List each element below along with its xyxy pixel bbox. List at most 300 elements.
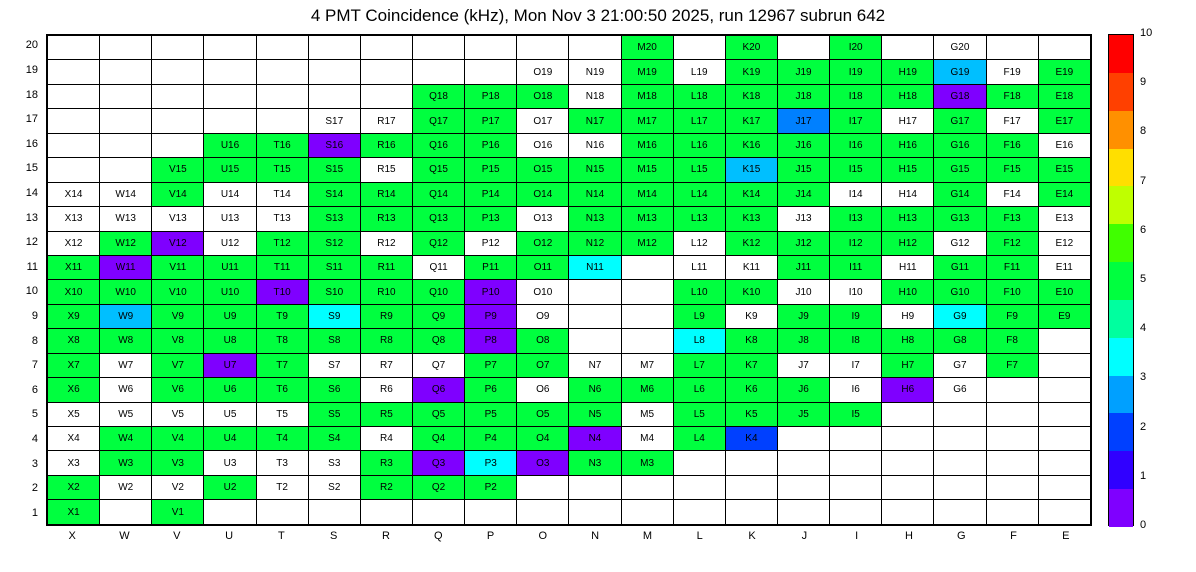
heatmap-cell: R17 — [360, 109, 412, 133]
heatmap-cell: M19 — [621, 60, 673, 84]
heatmap-cell — [308, 60, 360, 84]
heatmap-cell: O12 — [517, 231, 569, 255]
heatmap-cell: P16 — [465, 133, 517, 157]
heatmap-cell: J14 — [777, 182, 829, 206]
heatmap-cell: S13 — [308, 207, 360, 231]
heatmap-cell: U13 — [204, 207, 256, 231]
heatmap-cell: H16 — [882, 133, 934, 157]
heatmap-cell — [986, 451, 1038, 475]
heatmap-cell — [465, 60, 517, 84]
heatmap-cell — [100, 84, 152, 108]
heatmap-cell: U15 — [204, 158, 256, 182]
heatmap-cell — [360, 36, 412, 60]
heatmap-cell — [934, 451, 986, 475]
heatmap-cell: R9 — [360, 304, 412, 328]
heatmap-cell: W4 — [100, 427, 152, 451]
heatmap-cell: O4 — [517, 427, 569, 451]
heatmap-cell: L4 — [673, 427, 725, 451]
heatmap-cell: O19 — [517, 60, 569, 84]
heatmap-cell — [100, 500, 152, 525]
heatmap-cell: I14 — [830, 182, 882, 206]
heatmap-cell: G19 — [934, 60, 986, 84]
heatmap-cell: M6 — [621, 378, 673, 402]
heatmap-cell: U9 — [204, 304, 256, 328]
heatmap-cell: R2 — [360, 475, 412, 499]
heatmap-cell — [1038, 402, 1090, 426]
heatmap-cell — [569, 304, 621, 328]
heatmap-cell: G13 — [934, 207, 986, 231]
heatmap-cell — [882, 36, 934, 60]
heatmap-cell: P3 — [465, 451, 517, 475]
heatmap-cell: W14 — [100, 182, 152, 206]
colorbar-tick-label: 8 — [1140, 125, 1147, 138]
heatmap-cell: W5 — [100, 402, 152, 426]
heatmap-cell: U10 — [204, 280, 256, 304]
heatmap-cell — [48, 60, 100, 84]
heatmap-cell: L15 — [673, 158, 725, 182]
x-tick-label: Q — [433, 530, 443, 542]
heatmap-cell: P13 — [465, 207, 517, 231]
colorbar-segment — [1109, 35, 1133, 73]
heatmap-cell: F15 — [986, 158, 1038, 182]
heatmap-cell: Q3 — [412, 451, 464, 475]
heatmap-cell — [673, 475, 725, 499]
heatmap-cell: J10 — [777, 280, 829, 304]
heatmap-cell — [204, 36, 256, 60]
heatmap-cell: S7 — [308, 353, 360, 377]
x-tick-label: N — [591, 530, 600, 542]
heatmap-cell: U7 — [204, 353, 256, 377]
heatmap-cell: V11 — [152, 255, 204, 279]
heatmap-cell: G7 — [934, 353, 986, 377]
heatmap-cell: P10 — [465, 280, 517, 304]
heatmap-cell: K18 — [725, 84, 777, 108]
heatmap-cell — [830, 475, 882, 499]
y-tick-label: 16 — [25, 137, 38, 150]
heatmap-cell: F17 — [986, 109, 1038, 133]
heatmap-cell: X10 — [48, 280, 100, 304]
heatmap-cell: Q15 — [412, 158, 464, 182]
heatmap-cell: Q12 — [412, 231, 464, 255]
colorbar-segment — [1109, 149, 1133, 187]
heatmap-cell — [152, 36, 204, 60]
heatmap-cell: X5 — [48, 402, 100, 426]
colorbar-tick-label: 6 — [1140, 223, 1147, 236]
x-tick-label: R — [381, 530, 390, 542]
heatmap-cell: V15 — [152, 158, 204, 182]
heatmap-cell: W8 — [100, 329, 152, 353]
heatmap-cell: I16 — [830, 133, 882, 157]
heatmap-cell: T16 — [256, 133, 308, 157]
heatmap-cell: L5 — [673, 402, 725, 426]
heatmap-cell: K9 — [725, 304, 777, 328]
heatmap-cell: W2 — [100, 475, 152, 499]
heatmap-cell: K11 — [725, 255, 777, 279]
heatmap-cell: M5 — [621, 402, 673, 426]
heatmap-cell — [100, 36, 152, 60]
heatmap-cell: P2 — [465, 475, 517, 499]
heatmap-cell — [934, 475, 986, 499]
heatmap-cell: V14 — [152, 182, 204, 206]
heatmap-cell — [100, 109, 152, 133]
colorbar-segment — [1109, 73, 1133, 111]
heatmap-cell: P12 — [465, 231, 517, 255]
heatmap-cell: R4 — [360, 427, 412, 451]
colorbar-tick-label: 5 — [1140, 273, 1147, 285]
heatmap-cell: U6 — [204, 378, 256, 402]
heatmap-cell: P14 — [465, 182, 517, 206]
heatmap-cell: M4 — [621, 427, 673, 451]
heatmap-cell — [934, 500, 986, 525]
heatmap-cell: O18 — [517, 84, 569, 108]
heatmap-cell: N13 — [569, 207, 621, 231]
heatmap-cell: F14 — [986, 182, 1038, 206]
heatmap-cell: R15 — [360, 158, 412, 182]
heatmap-cell: J16 — [777, 133, 829, 157]
heatmap-cell: G8 — [934, 329, 986, 353]
heatmap-cell — [100, 60, 152, 84]
heatmap-cell — [412, 500, 464, 525]
heatmap-cell — [777, 427, 829, 451]
heatmap-cell: O13 — [517, 207, 569, 231]
heatmap-cell: V3 — [152, 451, 204, 475]
heatmap-cell: X13 — [48, 207, 100, 231]
heatmap-cell: M14 — [621, 182, 673, 206]
heatmap-cell — [517, 500, 569, 525]
heatmap-cell — [308, 500, 360, 525]
heatmap-cell: F18 — [986, 84, 1038, 108]
heatmap-cell: J18 — [777, 84, 829, 108]
heatmap-cell: R14 — [360, 182, 412, 206]
heatmap-cell: S2 — [308, 475, 360, 499]
heatmap-cell: E10 — [1038, 280, 1090, 304]
y-tick-label: 11 — [26, 260, 38, 273]
heatmap-cell: U16 — [204, 133, 256, 157]
heatmap-cell — [882, 451, 934, 475]
x-tick-label: L — [696, 530, 703, 542]
heatmap-cell — [673, 500, 725, 525]
heatmap-cell: V13 — [152, 207, 204, 231]
heatmap-cell: G9 — [934, 304, 986, 328]
y-tick-label: 4 — [31, 432, 38, 445]
heatmap-cell — [830, 500, 882, 525]
heatmap-cell: L19 — [673, 60, 725, 84]
heatmap-row — [48, 182, 1091, 206]
heatmap-cell: S9 — [308, 304, 360, 328]
heatmap-row — [48, 304, 1091, 328]
heatmap-cell: W6 — [100, 378, 152, 402]
heatmap-cell: R11 — [360, 255, 412, 279]
heatmap-cell — [1038, 451, 1090, 475]
heatmap-cell: H6 — [882, 378, 934, 402]
heatmap-cell: M17 — [621, 109, 673, 133]
heatmap-cell: M16 — [621, 133, 673, 157]
heatmap-cell: U5 — [204, 402, 256, 426]
heatmap-cell: L10 — [673, 280, 725, 304]
colorbar-tick-label: 3 — [1140, 371, 1147, 384]
heatmap-cell — [934, 427, 986, 451]
heatmap-cell: O5 — [517, 402, 569, 426]
colorbar-segment — [1109, 224, 1133, 262]
heatmap-cell: M7 — [621, 353, 673, 377]
colorbar-segment — [1109, 338, 1133, 376]
heatmap-cell: I18 — [830, 84, 882, 108]
x-tick-label: H — [904, 530, 913, 542]
x-tick-label: G — [956, 530, 966, 542]
heatmap-cell: I6 — [830, 378, 882, 402]
x-tick-label: K — [748, 530, 756, 542]
heatmap-row — [48, 475, 1091, 499]
heatmap-cell — [1038, 353, 1090, 377]
heatmap-cell: O9 — [517, 304, 569, 328]
heatmap-cell — [621, 304, 673, 328]
heatmap-cell: W9 — [100, 304, 152, 328]
heatmap-cell — [1038, 378, 1090, 402]
heatmap-cell: Q9 — [412, 304, 464, 328]
heatmap-row — [48, 329, 1091, 353]
heatmap-cell: F16 — [986, 133, 1038, 157]
heatmap-cell: E13 — [1038, 207, 1090, 231]
heatmap-cell: T10 — [256, 280, 308, 304]
heatmap-cell — [152, 109, 204, 133]
heatmap-cell: K17 — [725, 109, 777, 133]
heatmap-cell — [360, 60, 412, 84]
heatmap-cell: Q14 — [412, 182, 464, 206]
heatmap-cell — [204, 109, 256, 133]
colorbar-segment — [1109, 300, 1133, 338]
heatmap-cell: I13 — [830, 207, 882, 231]
heatmap-cell — [204, 60, 256, 84]
colorbar-segment — [1109, 262, 1133, 300]
heatmap-cell — [621, 280, 673, 304]
heatmap-cell: V12 — [152, 231, 204, 255]
heatmap-cell: L11 — [673, 255, 725, 279]
heatmap-cell — [152, 133, 204, 157]
heatmap-cell: O6 — [517, 378, 569, 402]
heatmap-cell: T15 — [256, 158, 308, 182]
heatmap-cell: K12 — [725, 231, 777, 255]
heatmap-cell — [48, 158, 100, 182]
heatmap-cell — [308, 36, 360, 60]
heatmap-cell — [882, 475, 934, 499]
x-tick-label: V — [173, 530, 181, 542]
x-tick-label: F — [1010, 530, 1017, 542]
heatmap-cell: N12 — [569, 231, 621, 255]
heatmap-cell: V7 — [152, 353, 204, 377]
heatmap-cell: X2 — [48, 475, 100, 499]
y-tick-label: 3 — [31, 457, 38, 470]
heatmap-cell: Q6 — [412, 378, 464, 402]
y-tick-label: 15 — [25, 162, 38, 175]
heatmap-cell: S8 — [308, 329, 360, 353]
heatmap-cell: T4 — [256, 427, 308, 451]
x-tick-label: I — [855, 530, 859, 542]
heatmap-cell — [569, 500, 621, 525]
heatmap-cell: G16 — [934, 133, 986, 157]
heatmap-cell: G20 — [934, 36, 986, 60]
heatmap-cell: T8 — [256, 329, 308, 353]
heatmap-row — [48, 500, 1091, 525]
y-tick-label: 10 — [25, 285, 38, 298]
heatmap-cell — [465, 36, 517, 60]
heatmap-cell: U14 — [204, 182, 256, 206]
heatmap-cell: K7 — [725, 353, 777, 377]
heatmap-cell: R5 — [360, 402, 412, 426]
heatmap-cell — [569, 280, 621, 304]
heatmap-cell: W3 — [100, 451, 152, 475]
heatmap-row — [48, 133, 1091, 157]
heatmap-cell: S12 — [308, 231, 360, 255]
heatmap-cell: X14 — [48, 182, 100, 206]
heatmap-cell: G6 — [934, 378, 986, 402]
heatmap-cell: S4 — [308, 427, 360, 451]
heatmap-cell — [256, 60, 308, 84]
heatmap-cell: N7 — [569, 353, 621, 377]
colorbar-tick-label: 2 — [1140, 420, 1147, 433]
heatmap-cell: J6 — [777, 378, 829, 402]
heatmap-cell — [777, 451, 829, 475]
colorbar-segment — [1109, 376, 1133, 414]
heatmap-cell: P8 — [465, 329, 517, 353]
heatmap-cell: O17 — [517, 109, 569, 133]
heatmap-cell: K13 — [725, 207, 777, 231]
y-tick-label: 13 — [25, 211, 38, 224]
heatmap-cell: K8 — [725, 329, 777, 353]
heatmap-cell: K14 — [725, 182, 777, 206]
heatmap-cell: J11 — [777, 255, 829, 279]
y-tick-label: 14 — [25, 186, 38, 199]
heatmap-cell: R3 — [360, 451, 412, 475]
heatmap-cell: N19 — [569, 60, 621, 84]
heatmap-cell — [256, 84, 308, 108]
y-tick-label: 6 — [31, 383, 38, 396]
y-tick-label: 9 — [31, 309, 38, 322]
chart-title: 4 PMT Coincidence (kHz), Mon Nov 3 21:00:50 2025, run 12967 subrun 642 — [310, 6, 886, 25]
x-tick-label: X — [68, 530, 76, 542]
heatmap-cell: P5 — [465, 402, 517, 426]
heatmap-cell: P4 — [465, 427, 517, 451]
heatmap-cell — [152, 60, 204, 84]
heatmap-cell: N15 — [569, 158, 621, 182]
heatmap-cell: K16 — [725, 133, 777, 157]
heatmap-cell: T14 — [256, 182, 308, 206]
heatmap-plot-area — [46, 34, 1092, 526]
heatmap-cell — [569, 475, 621, 499]
heatmap-cell: P9 — [465, 304, 517, 328]
heatmap-cell — [673, 36, 725, 60]
heatmap-cell — [882, 427, 934, 451]
heatmap-cell: P18 — [465, 84, 517, 108]
heatmap-cell: H7 — [882, 353, 934, 377]
heatmap-cell: P6 — [465, 378, 517, 402]
y-tick-label: 18 — [25, 88, 38, 101]
heatmap-cell: V2 — [152, 475, 204, 499]
heatmap-cell: W10 — [100, 280, 152, 304]
x-tick-label: P — [486, 530, 495, 542]
heatmap-cell: F9 — [986, 304, 1038, 328]
heatmap-cell: W7 — [100, 353, 152, 377]
heatmap-cell: J5 — [777, 402, 829, 426]
heatmap-cell: I9 — [830, 304, 882, 328]
heatmap-cell: O14 — [517, 182, 569, 206]
heatmap-cell: R16 — [360, 133, 412, 157]
heatmap-cell: N14 — [569, 182, 621, 206]
heatmap-cell: M13 — [621, 207, 673, 231]
heatmap-cell: O8 — [517, 329, 569, 353]
heatmap-cell: P17 — [465, 109, 517, 133]
heatmap-cell: L16 — [673, 133, 725, 157]
heatmap-cell: K5 — [725, 402, 777, 426]
heatmap-row — [48, 207, 1091, 231]
heatmap-cell: S11 — [308, 255, 360, 279]
y-tick-label: 1 — [31, 506, 38, 519]
heatmap-cell: U11 — [204, 255, 256, 279]
heatmap-cell — [986, 378, 1038, 402]
heatmap-row — [48, 353, 1091, 377]
heatmap-cell — [48, 109, 100, 133]
heatmap-cell: V9 — [152, 304, 204, 328]
y-tick-label: 2 — [31, 482, 38, 495]
heatmap-row — [48, 451, 1091, 475]
heatmap-cell: V4 — [152, 427, 204, 451]
heatmap-cell — [48, 84, 100, 108]
heatmap-cell — [517, 475, 569, 499]
heatmap-cell — [360, 84, 412, 108]
heatmap-cell: J7 — [777, 353, 829, 377]
heatmap-cell: M20 — [621, 36, 673, 60]
heatmap-cell: K20 — [725, 36, 777, 60]
heatmap-row — [48, 60, 1091, 84]
colorbar-tick-label: 7 — [1140, 174, 1147, 187]
heatmap-cell — [777, 500, 829, 525]
heatmap-cell: H17 — [882, 109, 934, 133]
heatmap-cell: Q11 — [412, 255, 464, 279]
x-tick-label: U — [225, 530, 234, 542]
heatmap-cell: T7 — [256, 353, 308, 377]
heatmap-cell — [48, 133, 100, 157]
heatmap-cell: F11 — [986, 255, 1038, 279]
heatmap-cell: H11 — [882, 255, 934, 279]
x-tick-label: S — [329, 530, 338, 542]
heatmap-cell: F19 — [986, 60, 1038, 84]
heatmap-cell: X9 — [48, 304, 100, 328]
heatmap-cell: Q10 — [412, 280, 464, 304]
heatmap-cell — [1038, 475, 1090, 499]
y-tick-label: 7 — [31, 359, 38, 372]
heatmap-cell: H12 — [882, 231, 934, 255]
colorbar — [1108, 34, 1134, 526]
heatmap-cell — [412, 36, 464, 60]
colorbar-segment — [1109, 489, 1133, 527]
heatmap-cell: S5 — [308, 402, 360, 426]
heatmap-cell — [986, 36, 1038, 60]
heatmap-cell: R7 — [360, 353, 412, 377]
heatmap-cell: Q4 — [412, 427, 464, 451]
heatmap-row — [48, 402, 1091, 426]
heatmap-cell: U2 — [204, 475, 256, 499]
heatmap-cell: H9 — [882, 304, 934, 328]
heatmap-cell: H14 — [882, 182, 934, 206]
heatmap-cell: U8 — [204, 329, 256, 353]
heatmap-cell: R10 — [360, 280, 412, 304]
heatmap-cell — [673, 451, 725, 475]
heatmap-row — [48, 36, 1091, 60]
heatmap-cell: G14 — [934, 182, 986, 206]
heatmap-cell: Q7 — [412, 353, 464, 377]
heatmap-cell: H15 — [882, 158, 934, 182]
heatmap-cell — [1038, 500, 1090, 525]
heatmap-cell — [204, 500, 256, 525]
